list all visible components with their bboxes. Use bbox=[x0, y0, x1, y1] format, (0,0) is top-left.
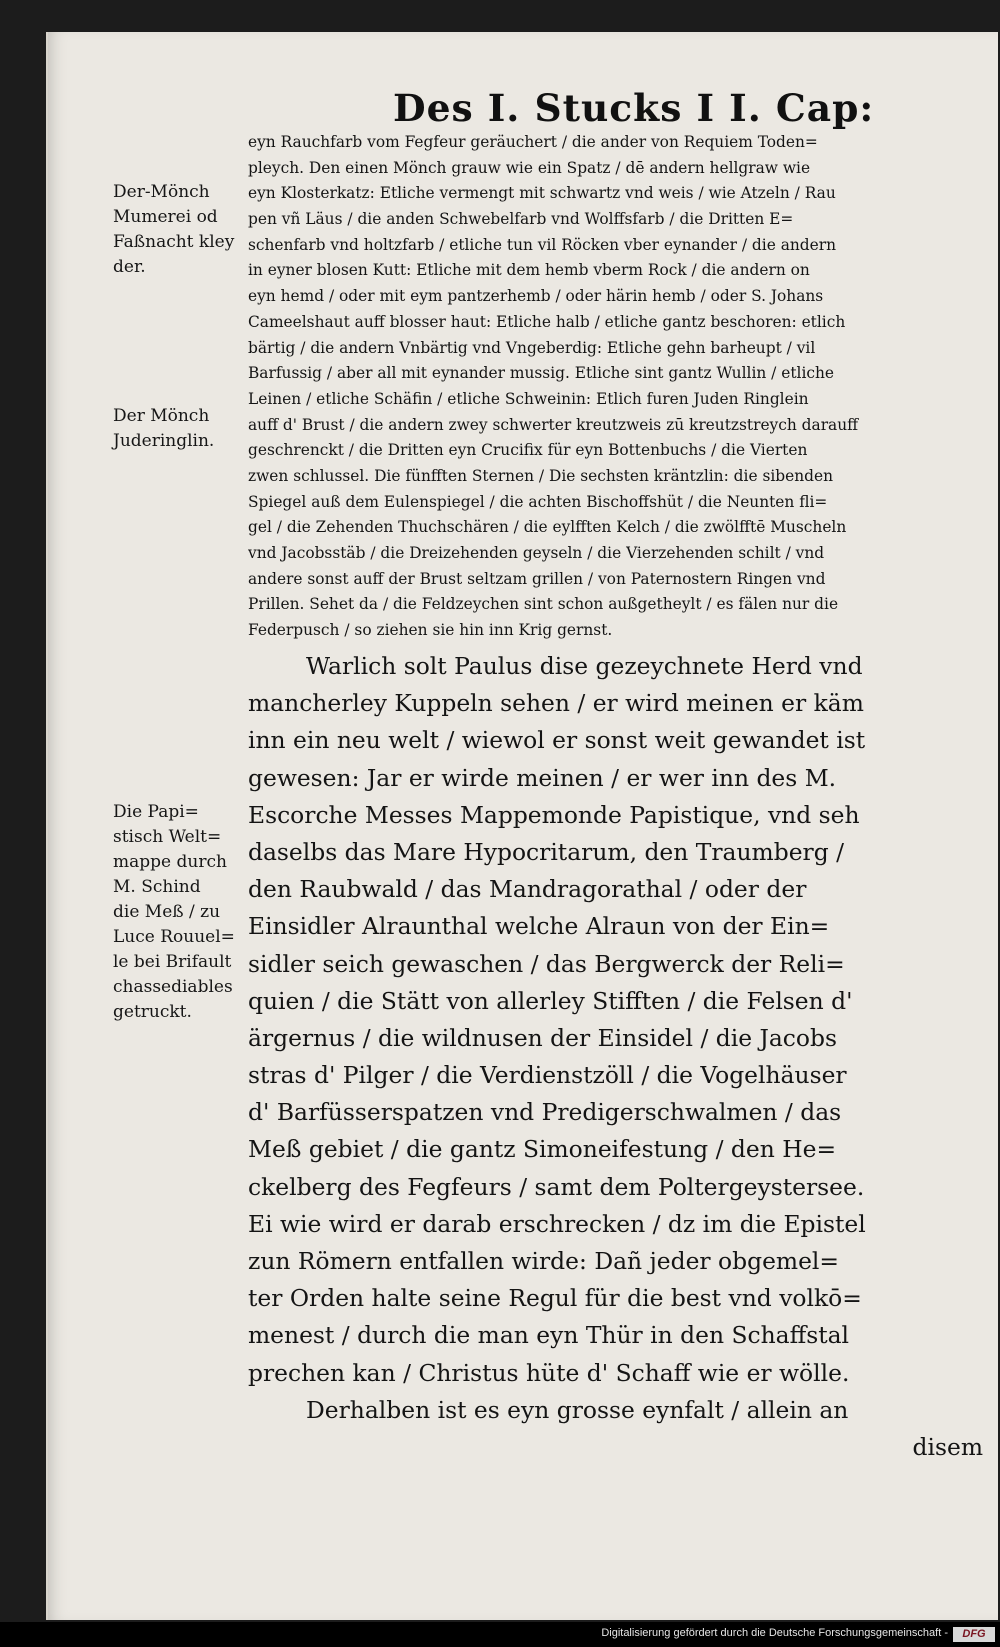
margin-note-juderinglin bbox=[113, 404, 251, 454]
book-page bbox=[46, 32, 998, 1620]
text-line: Ei wie wird er darab erschrecken / dz im die Epistel bbox=[248, 1209, 866, 1238]
catchword: disem bbox=[912, 1432, 983, 1461]
text-line: pleych. Den einen Mönch grauw wie ein Spatz / dē andern hellgraw wie bbox=[248, 158, 811, 177]
margin-note-line: M. Schind bbox=[113, 877, 201, 897]
margin-note-line: die Meß / zu bbox=[113, 902, 221, 922]
text-line: d' Barfüsserspatzen vnd Predigerschwalmen / das bbox=[248, 1098, 842, 1127]
text-line: Derhalben ist es eyn grosse eynfalt / allein an bbox=[306, 1395, 849, 1424]
text-line: Barfussig / aber all mit eynander mussig. Etliche sint gantz Wullin / etliche bbox=[248, 364, 835, 383]
text-line: eyn hemd / oder mit eym pantzerhemb / oder härin hemb / oder S. Johans bbox=[248, 287, 824, 306]
text-line: gel / die Zehenden Thuchschären / die eylfften Kelch / die zwölfftē Muscheln bbox=[248, 518, 847, 537]
text-line: Federpusch / so ziehen sie hin inn Krig gernst. bbox=[248, 621, 613, 640]
text-line: auff d' Brust / die andern zwey schwerter kreutzweis zū kreutzstreych darauff bbox=[248, 415, 859, 434]
text-line: eyn Klosterkatz: Etliche vermengt mit schwartz vnd weis / wie Atzeln / Rau bbox=[248, 184, 836, 203]
margin-note-papistisch-weltmappe bbox=[113, 800, 251, 1025]
margin-note-line: stisch Welt= bbox=[113, 827, 222, 847]
margin-note-line: chassediables bbox=[113, 977, 233, 997]
text-line: menest / durch die man eyn Thür in den Schaffstal bbox=[248, 1321, 850, 1350]
margin-note-line: le bei Brifault bbox=[113, 952, 232, 972]
margin-note-line: der. bbox=[113, 257, 146, 277]
text-line: vnd Jacobsstäb / die Dreizehenden geyseln / die Vierzehenden schilt / vnd bbox=[248, 544, 825, 562]
margin-note-line: getruckt. bbox=[113, 1002, 192, 1022]
text-line: ärgernus / die wildnusen der Einsidel / die Jacobs bbox=[248, 1023, 837, 1052]
text-line: mancherley Kuppeln sehen / er wird meinen er käm bbox=[248, 689, 864, 718]
text-line: Cameelshaut auff blosser haut: Etliche halb / etliche gantz beschoren: etlich bbox=[248, 312, 846, 331]
margin-note-line: Der-Mönch bbox=[113, 182, 210, 202]
text-line: Spiegel auß dem Eulenspiegel / die achten Bischoffshüt / die Neunten fli= bbox=[248, 492, 828, 511]
text-line: schenfarb vnd holtzfarb / etliche tun vil Röcken vber eynander / die andern bbox=[248, 235, 837, 254]
text-line: zwen schlussel. Die fünfften Sternen / Die sechsten kräntzlin: die sibenden bbox=[248, 466, 834, 485]
margin-note-line: Mumerei od bbox=[113, 207, 218, 227]
text-line: pen vñ Läus / die anden Schwebelfarb vnd Wolffsfarb / die Dritten E= bbox=[248, 210, 794, 229]
text-line: Warlich solt Paulus dise gezeychnete Herd vnd bbox=[306, 652, 863, 680]
running-head: Des I. Stucks I I. Cap: bbox=[393, 86, 875, 130]
text-line: quien / die Stätt von allerley Stifften / die Felsen d' bbox=[248, 986, 853, 1015]
text-line: ckelberg des Fegfeurs / samt dem Poltergeystersee. bbox=[248, 1172, 865, 1201]
text-line: den Raubwald / das Mandragorathal / oder der bbox=[248, 875, 807, 904]
text-line: Leinen / etliche Schäfin / etliche Schweinin: Etlich furen Juden Ringlein bbox=[248, 389, 809, 408]
text-line: gewesen: Jar er wirde meinen / er wer inn des M. bbox=[248, 763, 837, 792]
margin-note-line: Der Mönch bbox=[113, 406, 210, 426]
margin-note-line: Faßnacht kley bbox=[113, 232, 235, 252]
margin-note-line: Luce Rouuel= bbox=[113, 927, 235, 947]
large-type-paragraph bbox=[248, 648, 983, 1466]
funding-notice: Digitalisierung gefördert durch die Deutsche Forschungsgemeinschaft - bbox=[601, 1627, 948, 1639]
text-line: inn ein neu welt / wiewol er sonst weit gewandet ist bbox=[248, 726, 866, 755]
text-line: stras d' Pilger / die Verdienstzöll / die Vogelhäuser bbox=[248, 1061, 847, 1090]
text-line: Prillen. Sehet da / die Feldzeychen sint schon außgetheylt / es fälen nur die bbox=[248, 595, 839, 614]
text-line: sidler seich gewaschen / das Bergwerck der Reli= bbox=[248, 949, 845, 978]
footer-bar bbox=[0, 1622, 1000, 1647]
margin-note-line: mappe durch bbox=[113, 852, 227, 872]
text-line: andere sonst auff der Brust seltzam grillen / von Paternostern Ringen vnd bbox=[248, 569, 826, 588]
text-line: geschrenckt / die Dritten eyn Crucifix für eyn Bottenbuchs / die Vierten bbox=[248, 441, 808, 460]
text-line: bärtig / die andern Vnbärtig vnd Vngeberdig: Etliche gehn barheupt / vil bbox=[248, 338, 816, 357]
text-line: Escorche Messes Mappemonde Papistique, vnd seh bbox=[248, 800, 860, 829]
text-line: daselbs das Mare Hypocritarum, den Traumberg / bbox=[248, 837, 845, 866]
text-line: Meß gebiet / die gantz Simoneifestung / den He= bbox=[248, 1135, 837, 1164]
text-line: Einsidler Alraunthal welche Alraun von der Ein= bbox=[248, 912, 830, 941]
text-line: zun Römern entfallen wirde: Dañ jeder obgemel= bbox=[248, 1247, 840, 1275]
margin-note-line: Juderinglin. bbox=[113, 431, 215, 451]
margin-note-moench-mumerei bbox=[113, 180, 251, 280]
small-type-paragraph bbox=[248, 130, 983, 644]
text-line: eyn Rauchfarb vom Fegfeur geräuchert / die ander von Requiem Toden= bbox=[248, 133, 818, 151]
text-line: in eyner blosen Kutt: Etliche mit dem hemb vberm Rock / die andern on bbox=[248, 261, 810, 280]
text-line: prechen kan / Christus hüte d' Schaff wie er wölle. bbox=[248, 1358, 850, 1387]
text-line: ter Orden halte seine Regul für die best vnd volkō= bbox=[248, 1284, 862, 1313]
margin-note-line: Die Papi= bbox=[113, 802, 199, 822]
dfg-logo: DFG bbox=[953, 1627, 995, 1642]
